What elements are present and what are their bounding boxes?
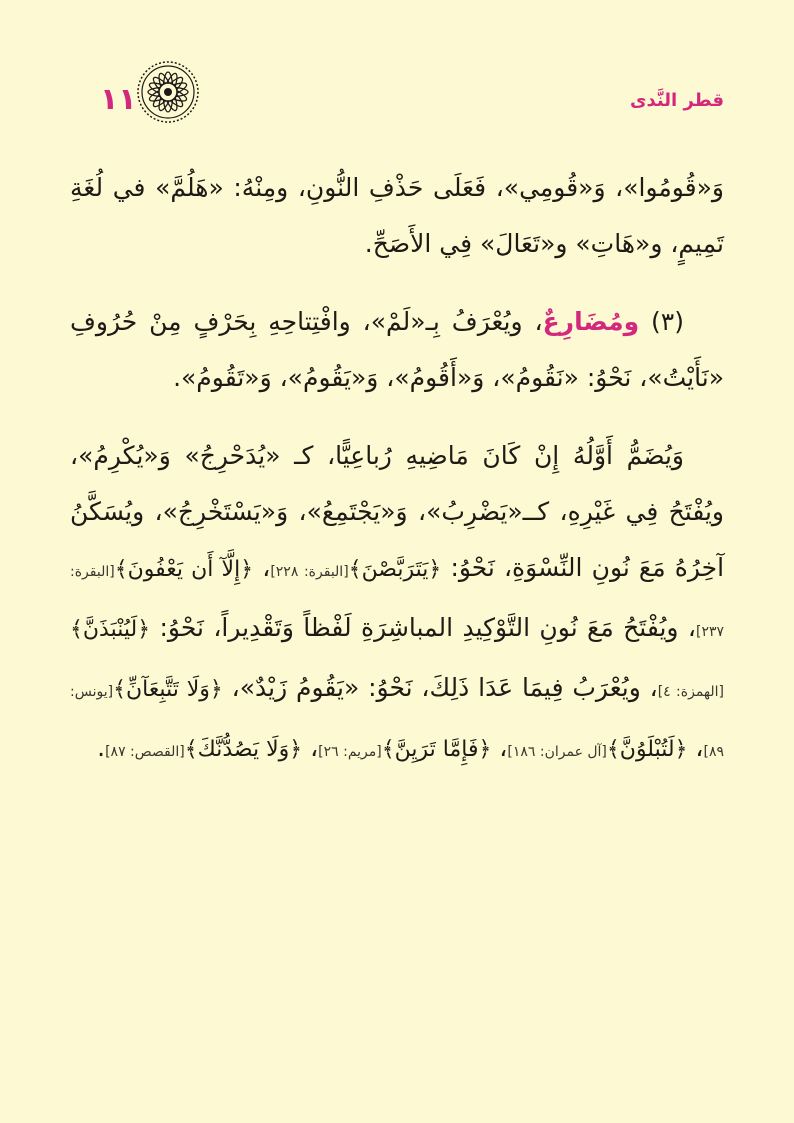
quran-reference: [البقرة: ٢٢٨] xyxy=(270,564,349,580)
paragraph-3: وَيُضَمُّ أَوَّلُهُ إِنْ كَانَ مَاضِيهِ رُباعِيًّا، كـ «يُدَحْرِجُ» وَ«يُكْرِمُ»، ويُفْتَحُ فِي غَيْرِهِ، كــ«يَضْرِبُ»، وَ«يَجْتَمِعُ»، وَ«يَسْتَخْرِجُ»، ويُسَكَّنُ آخِرُهُ مَعَ نُونِ النِّسْوَةِ، نَحْوُ: ﴿يَتَرَبَّصْنَ﴾[البقرة: ٢٢٨]، ﴿إِلَّآ أَن يَعْفُونَ﴾[البقرة: ٢٣٧]، ويُفْتَحُ مَعَ نُونِ التَّوْكِيدِ المباشِرَةِ لَفْظاً وَتَقْدِيراً، نَحْوُ: ﴿لَيُنْبَذَنَّ﴾[الهمزة: ٤]، ويُعْرَبُ فِيمَا عَدَا ذَلِكَ، نَحْوُ: «يَقُومُ زَيْدٌ»، ﴿وَلَا تَتَّبِعَآنِّ﴾[يونس: ٨٩]، ﴿لَتُبْلَوُنَّ﴾[آل عمران: ١٨٦]، ﴿فَإِمَّا تَرَيِنَّ﴾[مريم: ٢٦]، ﴿وَلَا يَصُدُّنَّكَ﴾[القصص: ٨٧]. xyxy=(70,441,725,762)
quran-reference: [آل عمران: ١٨٦] xyxy=(507,744,607,760)
quran-reference: [البقرة: ٢٣٧] xyxy=(70,564,724,640)
rosette-ornament-icon xyxy=(136,60,200,124)
quran-reference: [الهمزة: ٤] xyxy=(657,684,724,700)
book-title: قطر النَّدى xyxy=(630,90,724,111)
quran-quote: ﴿وَلَا تَتَّبِعَآنِّ﴾ xyxy=(113,677,223,702)
quran-quote: ﴿يَتَرَبَّصْنَ﴾ xyxy=(348,557,442,582)
page-body xyxy=(70,160,724,802)
quran-quote: ﴿وَلَا يَصُدُّنَّكَ﴾ xyxy=(184,737,303,762)
paragraph-1: وَ«قُومُوا»، وَ«قُومِي»، فَعَلَى حَذْفِ النُّونِ، ومِنْهُ: «هَلُمَّ» في لُغَةِ تَمِيمٍ، و«هَاتِ» و«تَعَالَ» فِي الأَصَحِّ. xyxy=(70,173,724,258)
highlighted-term: ومُضَارِعٌ xyxy=(542,307,640,336)
quran-quote: ﴿فَإِمَّا تَرَيِنَّ﴾ xyxy=(381,737,492,762)
quran-reference: [مريم: ٢٦] xyxy=(318,744,382,760)
paragraph-3-text-b: ، ويُفْتَحُ مَعَ نُونِ التَّوْكِيدِ المباشِرَةِ لَفْظاً وَتَقْدِيراً، نَحْوُ: xyxy=(159,613,696,642)
paragraph-2-text: ، ويُعْرَفُ بِـ«لَمْ»، وافْتِتاحِهِ بِحَرْفٍ مِنْ حُرُوفِ «نَأَيْتُ»، نَحْوُ: «نَقُومُ»، وَ«أَقُومُ»، وَ«يَقُومُ»، وَ«تَقُومُ». xyxy=(70,307,724,392)
page-number: ١١ xyxy=(100,82,137,117)
quran-quote: ﴿إِلَّآ أَن يَعْفُونَ﴾ xyxy=(114,557,254,582)
paragraph-3-text-c: ، ويُعْرَبُ فِيمَا عَدَا ذَلِكَ، نَحْوُ: «يَقُومُ زَيْدٌ»، xyxy=(231,673,658,702)
paragraph-2 xyxy=(70,294,724,406)
quran-reference: [يونس: ٨٩] xyxy=(70,684,724,760)
paragraph-3-text-a: وَيُضَمُّ أَوَّلُهُ إِنْ كَانَ مَاضِيهِ رُباعِيًّا، كـ «يُدَحْرِجُ» وَ«يُكْرِمُ»، ويُفْتَحُ فِي غَيْرِهِ، كــ«يَضْرِبُ»، وَ«يَجْتَمِعُ»، وَ«يَسْتَخْرِجُ»، ويُسَكَّنُ آخِرُهُ مَعَ نُونِ النِّسْوَةِ، نَحْوُ: xyxy=(70,441,725,582)
page-header xyxy=(84,60,724,122)
item-number: (٣) xyxy=(651,307,684,336)
quran-reference: [القصص: ٨٧] xyxy=(105,744,185,760)
quran-quote: ﴿لَتُبْلَوُنَّ﴾ xyxy=(606,737,688,762)
quran-quote: ﴿لَيُنْبَذَنَّ﴾ xyxy=(70,617,151,642)
